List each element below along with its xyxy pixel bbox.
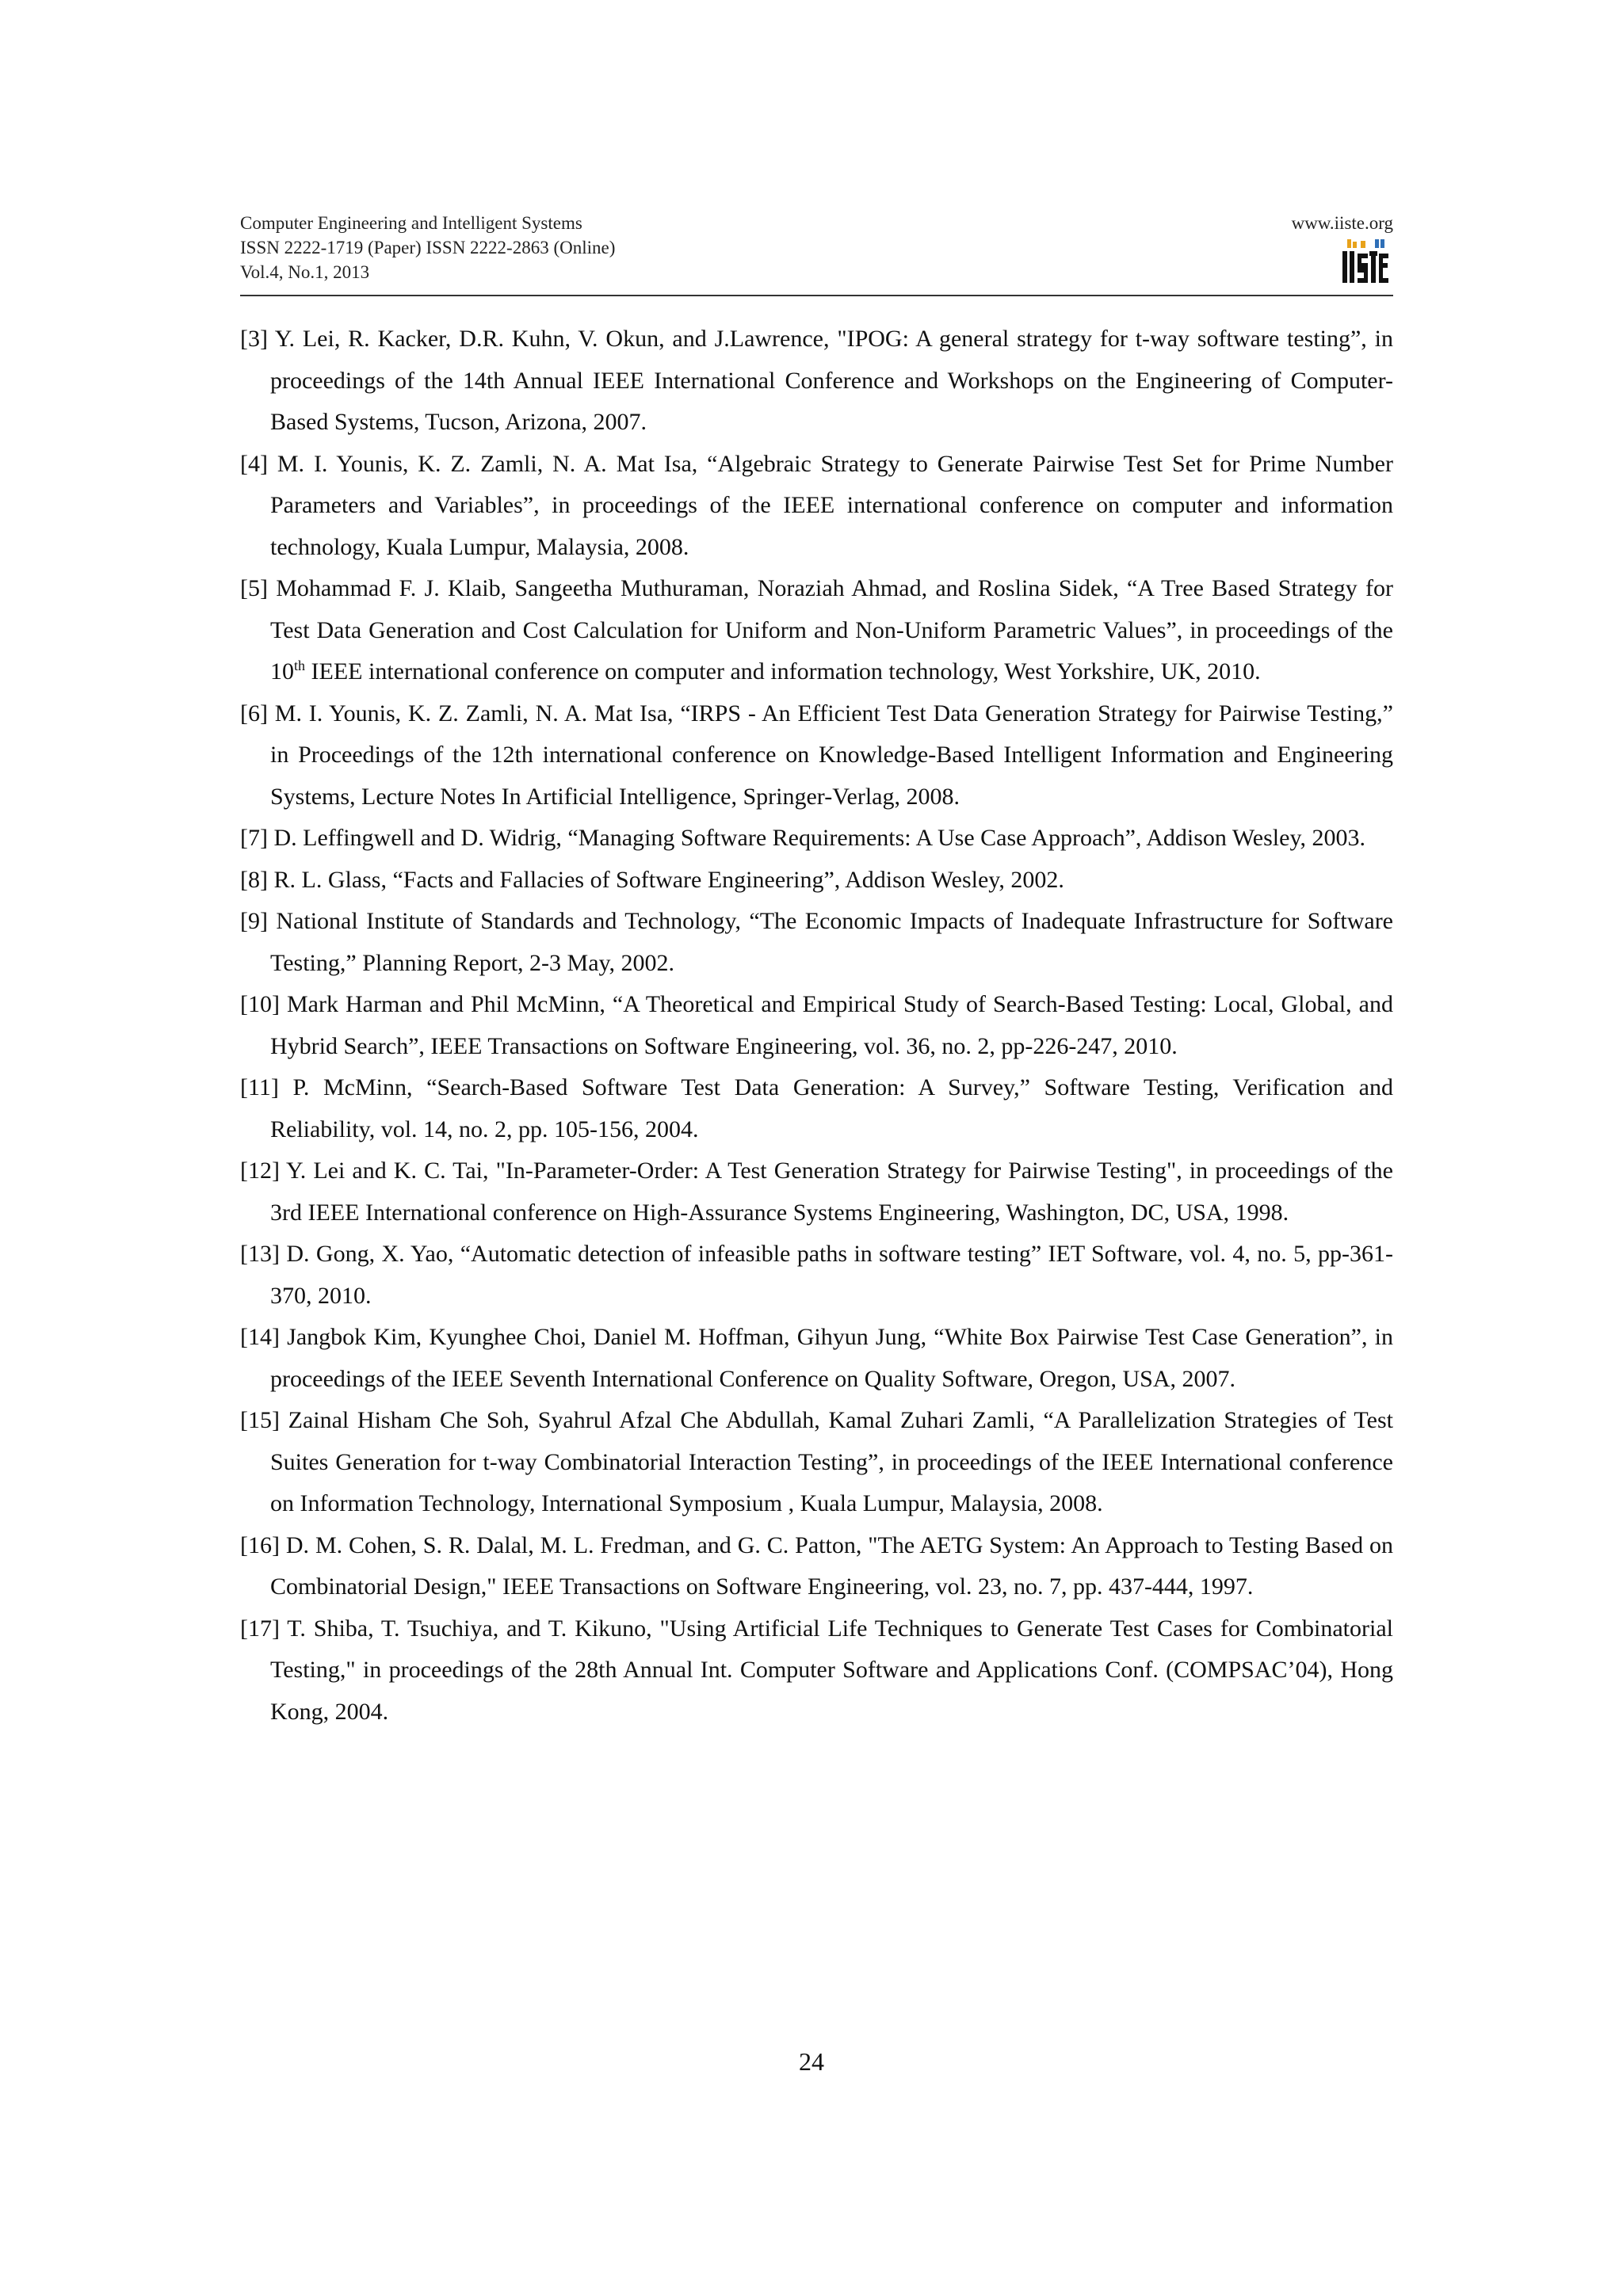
reference-item: [13] D. Gong, X. Yao, “Automatic detection of infeasible paths in software testing” IET Software, vol. 4, no. 5, pp-361-370, 2010. — [240, 1241, 1393, 1309]
reference-item: [11] P. McMinn, “Search-Based Software Test Data Generation: A Survey,” Software Testing, Verification and Reliability, vol. 14, no. 2, pp. 105-156, 2004. — [240, 1074, 1393, 1142]
reference-item: [17] T. Shiba, T. Tsuchiya, and T. Kikuno, "Using Artificial Life Techniques to Generate Test Cases for Combinatorial Testing," in proceedings of the 28th Annual Int. Computer Software and Applications Conf. (COMPSAC’04), Hong Kong, 2004. — [240, 1615, 1393, 1725]
reference-item: [16] D. M. Cohen, S. R. Dalal, M. L. Fredman, and G. C. Patton, "The AETG System: An Approach to Testing Based on Combinatorial Design," IEEE Transactions on Software Engineering, vol. 23, no. 7, pp. 437-444, 1997. — [240, 1531, 1393, 1600]
reference-item: [7] D. Leffingwell and D. Widrig, “Managing Software Requirements: A Use Case Approach”, Addison Wesley, 2003. — [240, 825, 1365, 851]
reference-text: [5] Mohammad F. J. Klaib, Sangeetha Muthuraman, Noraziah Ahmad, and Roslina Sidek, “A Tree Based Strategy for Test Data Generation and Cost Calculation for Uniform and Non-Uniform Parametric Values”, in proceedings of the 10 — [240, 575, 1393, 685]
journal-volume: Vol.4, No.1, 2013 — [240, 262, 370, 282]
reference-item: [8] R. L. Glass, “Facts and Fallacies of Software Engineering”, Addison Wesley, 2002. — [240, 866, 1064, 893]
reference-item: [6] M. I. Younis, K. Z. Zamli, N. A. Mat Isa, “IRPS - An Efficient Test Data Generation Strategy for Pairwise Testing,” in Proceedings of the 12th international conference on Knowledge-Based Intelligent Information and Engineering Systems, Lecture Notes In Artificial Intelligence, Springer-Verlag, 2008. — [240, 700, 1393, 810]
reference-item: [3] Y. Lei, R. Kacker, D.R. Kuhn, V. Okun, and J.Lawrence, "IPOG: A general strategy for t-way software testing”, in proceedings of the 14th Annual IEEE International Conference and Workshops on the Engineering of Computer-Based Systems, Tucson, Arizona, 2007. — [240, 326, 1393, 435]
journal-url: www.iiste.org — [1291, 213, 1393, 233]
reference-item: [10] Mark Harman and Phil McMinn, “A Theoretical and Empirical Study of Search-Based Testing: Local, Global, and Hybrid Search”, IEEE Transactions on Software Engineering, vol. 36, no. 2, pp-226-247, 2010. — [240, 991, 1393, 1059]
reference-item — [240, 568, 1393, 693]
reference-text: IEEE international conference on computer and information technology, West Yorkshire, UK, 2010. — [305, 658, 1261, 685]
reference-item: [9] National Institute of Standards and Technology, “The Economic Impacts of Inadequate Infrastructure for Software Testing,” Planning Report, 2-3 May, 2002. — [240, 908, 1393, 976]
header-divider — [240, 295, 1393, 296]
reference-item: [12] Y. Lei and K. C. Tai, "In-Parameter-Order: A Test Generation Strategy for Pairwise Testing", in proceedings of the 3rd IEEE International conference on High-Assurance Systems Engineering, Washington, DC, USA, 1998. — [240, 1158, 1393, 1226]
reference-list — [240, 318, 1393, 1733]
reference-item: [14] Jangbok Kim, Kyunghee Choi, Daniel M. Hoffman, Gihyun Jung, “White Box Pairwise Test Case Generation”, in proceedings of the IEEE Seventh International Conference on Quality Software, Oregon, USA, 2007. — [240, 1324, 1393, 1392]
reference-superscript: th — [294, 658, 306, 673]
reference-item: [15] Zainal Hisham Che Soh, Syahrul Afzal Che Abdullah, Kamal Zuhari Zamli, “A Parallelization Strategies of Test Suites Generation for t-way Combinatorial Interaction Testing”, in proceedings of the IEEE International conference on Information Technology, International Symposium , Kuala Lumpur, Malaysia, 2008. — [240, 1407, 1393, 1516]
iiste-logo-icon — [1339, 238, 1390, 287]
journal-title: Computer Engineering and Intelligent Systems — [240, 213, 582, 233]
running-header — [240, 211, 1393, 293]
iiste-logo — [1339, 238, 1390, 287]
journal-info — [240, 211, 615, 284]
reference-item: [4] M. I. Younis, K. Z. Zamli, N. A. Mat Isa, “Algebraic Strategy to Generate Pairwise Test Set for Prime Number Parameters and Variables”, in proceedings of the IEEE international conference on computer and information technology, Kuala Lumpur, Malaysia, 2008. — [240, 450, 1393, 560]
journal-issn: ISSN 2222-1719 (Paper) ISSN 2222-2863 (Online) — [240, 238, 616, 257]
page-number: 24 — [799, 2047, 824, 2076]
